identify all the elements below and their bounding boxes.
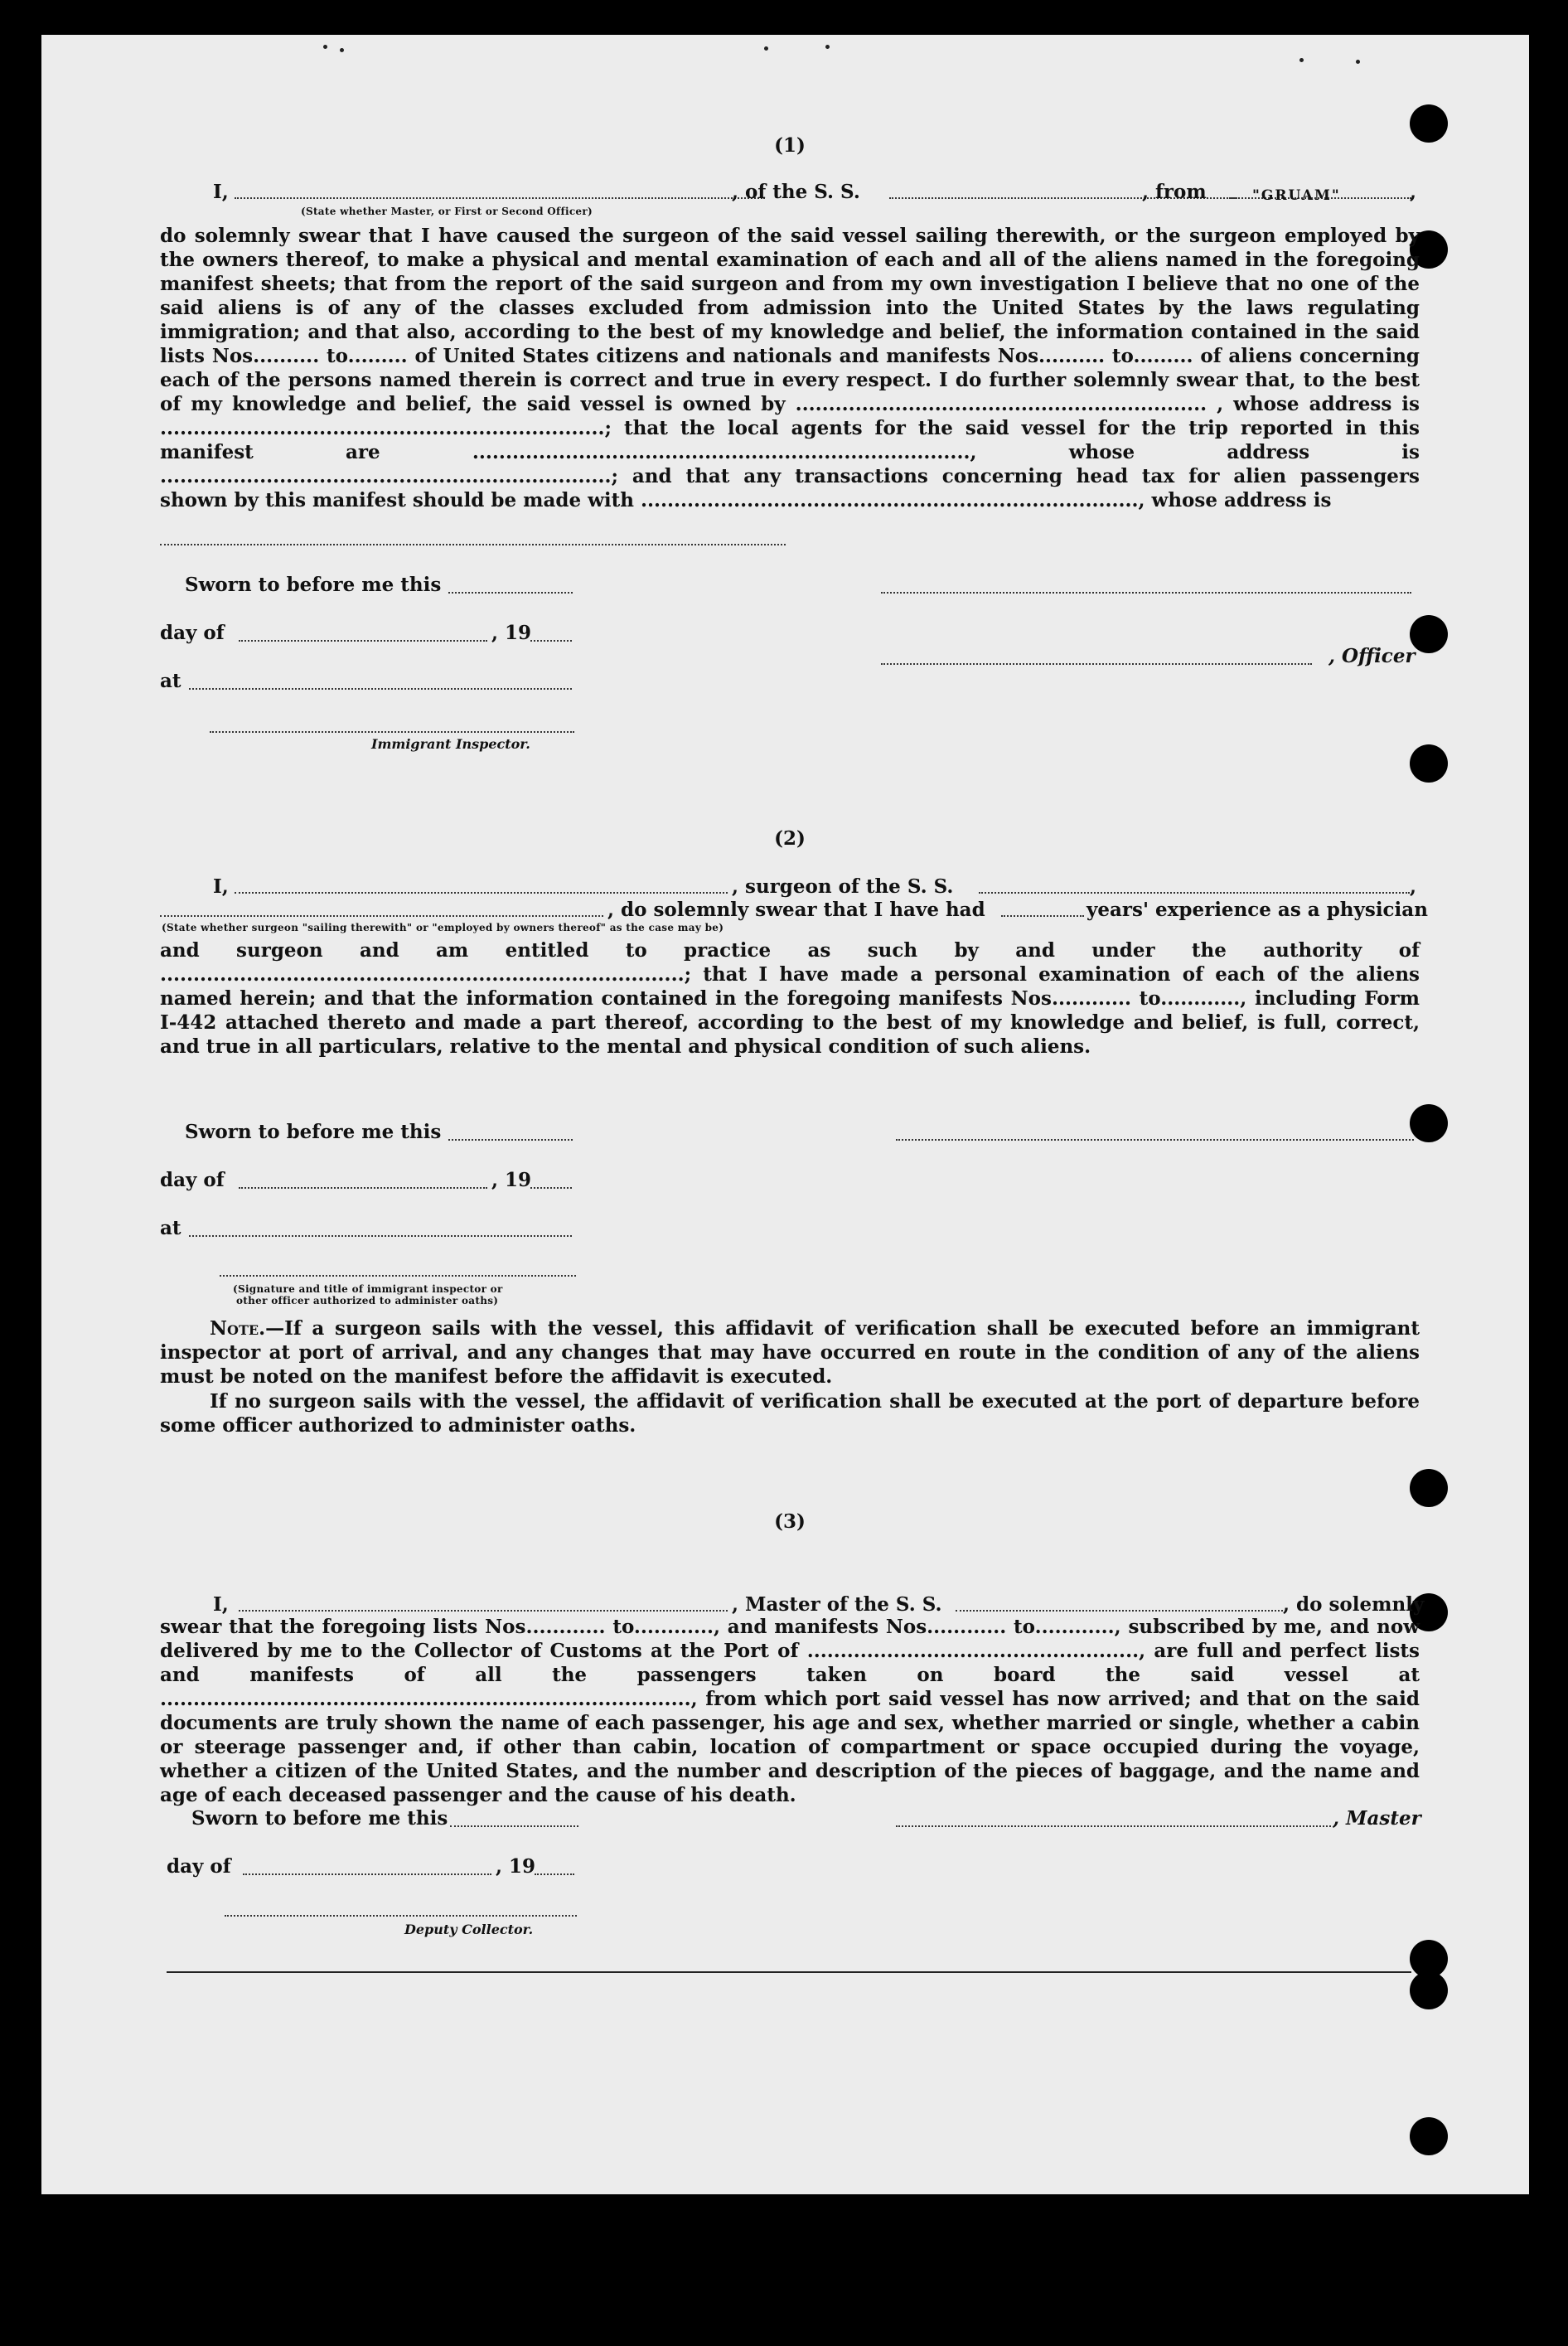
document-page [41,35,1529,2194]
year-label: , 19 [491,622,532,644]
note-body: —If a surgeon sails with the vessel, this affidavit of verification shall be executed before an immigrant inspector at port of arrival, and any changes that may have occurred en route in the condition of any of the aliens must be noted on the manifest before the affidavit is executed. [160,1317,1420,1388]
surgeon-name-blank[interactable] [235,892,728,894]
experience-label: , do solemnly swear that I have had [607,899,985,921]
sworn-label: Sworn to before me this [185,574,442,596]
section-3-number: (3) [774,1510,806,1533]
inspector-caption: Immigrant Inspector. [371,736,530,752]
ship-label: , of the S. S. [732,181,860,203]
punch-hole [1410,2117,1448,2155]
scan-speck [825,45,830,49]
from-port-value: "GRUAM" [1252,187,1341,204]
signature-note-1: (Signature and title of immigrant inspector or [233,1283,503,1295]
year-label: , 19 [496,1855,536,1878]
section-2-number: (2) [774,827,806,850]
scan-speck [764,46,768,51]
scan-speck [340,48,344,52]
section-1-blank-line[interactable] [160,544,786,545]
surgeon-signature-blank[interactable] [896,1139,1414,1141]
inspector-signature-line[interactable] [210,731,574,733]
section-1-body: do solemnly swear that I have caused the surgeon of the said vessel sailing therewith, or the surgeon employed by the owners thereof, to make a physical and mental examination of each and all of the aliens named in the foregoing manifest sheets; that from the report of the said surgeon and from my own investigation I believe that no one of the said aliens is of any of the classes excluded from admission into the United States by the laws regulating immigration; and that also, according to the best of my knowledge and belief, the information contained in the said lists Nos.......... to......... of United States citizens and nationals and manifests Nos.......... to......... of aliens concerning each of the persons named therein is correct and true in every respect. I do further solemnly swear that, to the best of my knowledge and belief, the said vessel is owned by .............................................................. , whose address is ...................................................................; that the local agents for the said vessel for the trip reported in this manifest are ..........................................................................., whose address is ....................................................................; and that any transactions concerning head tax for alien passengers shown by this manifest should be made with ..........................................................................., whose address is [160,225,1420,511]
year-blank[interactable] [530,1187,572,1189]
master-label: , Master of the S. S. [732,1593,942,1616]
surgeon-status-blank[interactable] [160,915,603,917]
punch-hole [1410,744,1448,783]
surgeon-note: (State whether surgeon "sailing therewith" or "employed by owners thereof" as the case may be) [162,922,724,933]
officer-label: , Officer [1328,645,1416,667]
year-label: , 19 [491,1169,532,1191]
master-name-blank[interactable] [239,1610,728,1612]
day-of-label: day of [160,1169,225,1191]
section-2-note-2 [160,1389,1420,1437]
year-blank[interactable] [535,1873,574,1875]
punch-hole [1410,1104,1448,1142]
section-2-note [160,1316,1420,1389]
master-signature-blank[interactable] [896,1825,1331,1827]
officer-note: (State whether Master, or First or Second Officer) [301,206,593,217]
sworn-label: Sworn to before me this [185,1121,442,1143]
at-place-blank[interactable] [189,688,572,690]
scan-speck [1299,58,1304,62]
sworn-date-blank[interactable] [448,592,573,594]
years-blank[interactable] [1001,915,1084,917]
sworn-date-blank[interactable] [450,1825,578,1827]
scan-speck [323,45,327,49]
at-label: at [160,670,181,692]
note-2-body: If no surgeon sails with the vessel, the affidavit of verification shall be executed at the port of departure before some officer authorized to administer oaths. [160,1390,1420,1437]
master-caption: , Master [1333,1807,1421,1830]
note-lead: Note. [210,1317,266,1340]
oath-tail: , do solemnly [1283,1593,1425,1616]
day-of-label: day of [167,1855,231,1878]
section-2-body: and surgeon and am entitled to practice as such by and under the authority of ...............................................................................; that I have made a personal examination of each of the aliens named herein; and that the information contained in the foregoing manifests Nos............ to............, including Form I-442 attached thereto and made a part thereof, according to the best of my knowledge and belief, is full, correct, and true in all particulars, relative to the mental and physical condition of such aliens. [160,939,1420,1058]
experience-tail: years' experience as a physician [1086,899,1428,921]
oath-lead: I, [213,181,229,203]
oath-lead: I, [213,1593,229,1616]
from-label: , from [1142,181,1207,203]
officer-signature-blank[interactable] [881,592,1411,594]
day-month-blank[interactable] [239,1187,487,1189]
day-month-blank[interactable] [239,640,487,642]
collector-signature-line[interactable] [225,1915,577,1917]
day-of-label: day of [160,622,225,644]
at-label: at [160,1217,181,1239]
collector-caption: Deputy Collector. [404,1922,534,1937]
sworn-date-blank[interactable] [448,1139,573,1141]
sworn-label: Sworn to before me this [191,1807,448,1830]
year-blank[interactable] [530,640,572,642]
line-end: , [1410,181,1417,203]
officer-title-blank[interactable] [881,663,1312,665]
ship-name-blank[interactable] [979,892,1410,894]
day-month-blank[interactable] [243,1873,491,1875]
oath-lead: I, [213,875,229,898]
scan-speck [1356,60,1360,64]
signature-note-2: other officer authorized to administer oaths) [236,1295,499,1306]
section-3-body: swear that the foregoing lists Nos............ to............, and manifests Nos............ to............, subscribed by me, and now delivered by me to the Collector of Customs at the Port of .................................................., are full and perfect lists and manifests of all the passengers taken on board the said vessel at ................................................................................, from which port said vessel has now arrived; and that on the said documents are truly shown the name of each passenger, his age and sex, whether married or single, whether a cabin or steerage passenger and, if other than cabin, location of compartment or space occupied during the voyage, whether a citizen of the United States, and the number and description of the pieces of baggage, and the name and age of each deceased passenger and the cause of his death. [160,1616,1420,1806]
surgeon-label: , surgeon of the S. S. [732,875,954,898]
footer-rule [167,1971,1411,1973]
inspector-signature-line[interactable] [220,1275,576,1277]
officer-name-blank[interactable] [235,197,765,199]
punch-hole [1410,1971,1448,2009]
punch-hole [1410,1469,1448,1507]
at-place-blank[interactable] [189,1235,572,1237]
line-end: , [1410,875,1417,898]
ship-name-blank[interactable] [956,1610,1283,1612]
section-1-number: (1) [774,134,806,157]
